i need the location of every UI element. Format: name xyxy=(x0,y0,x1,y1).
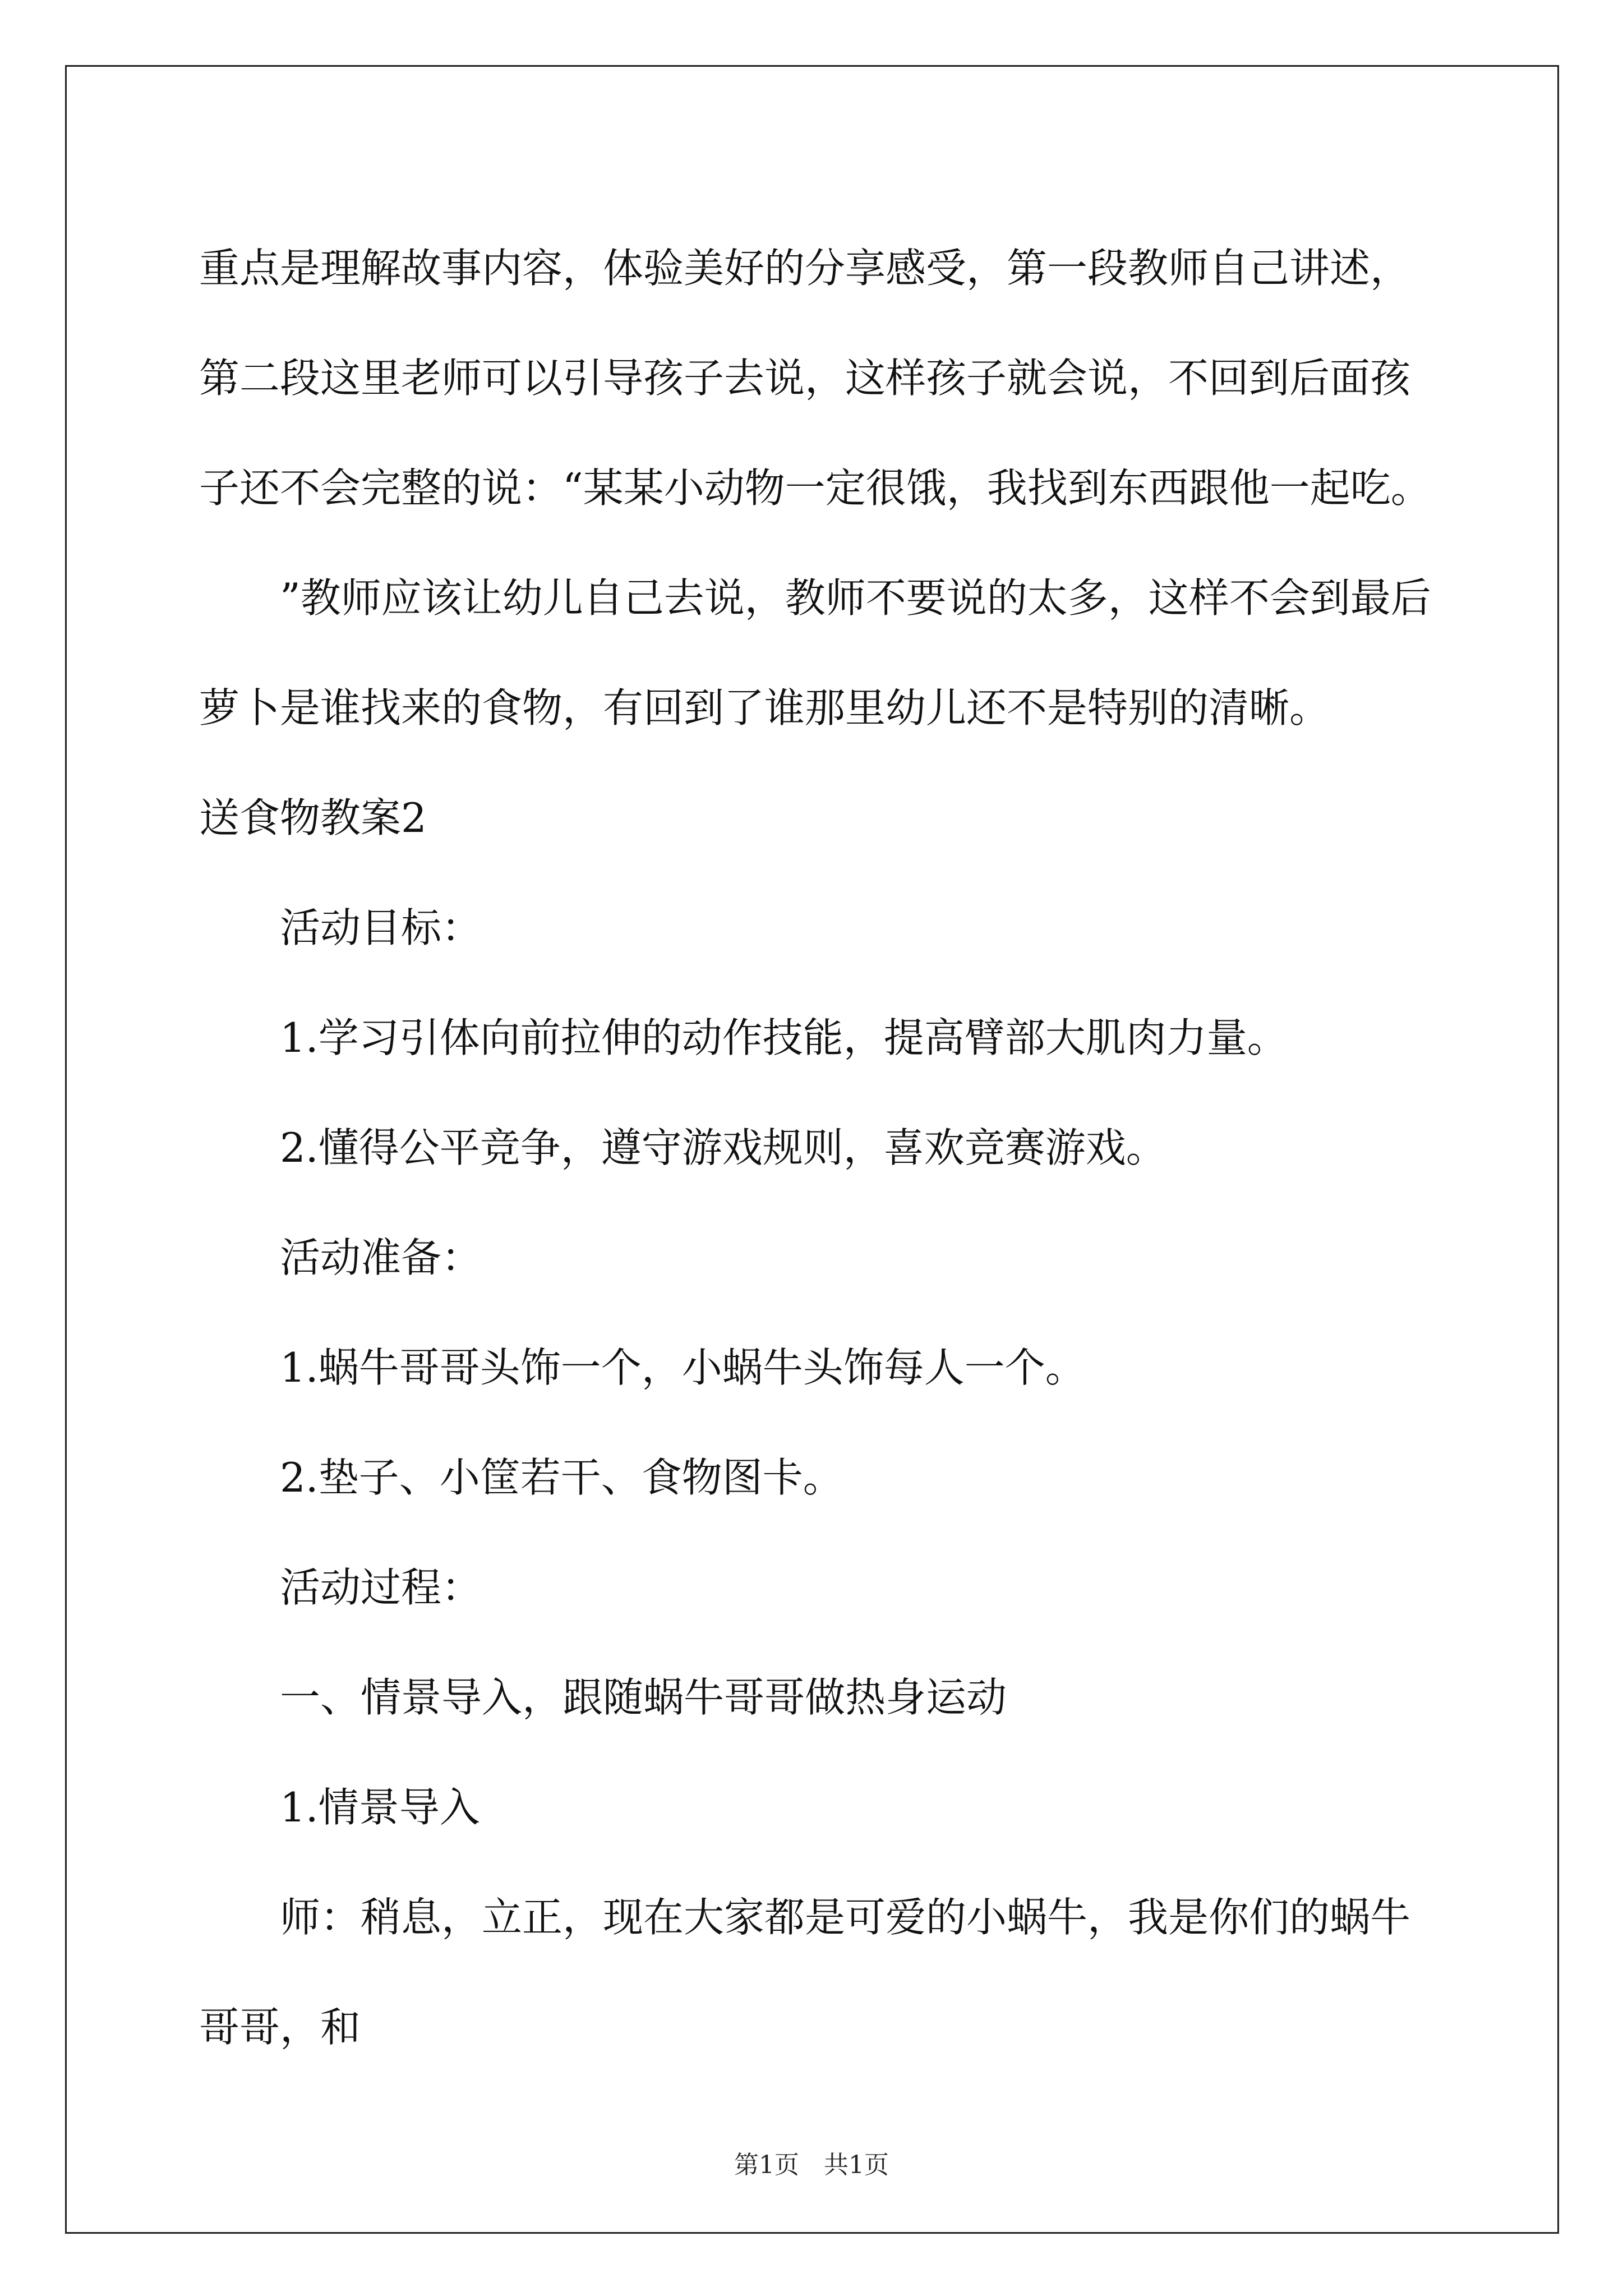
paragraph-process-step-1: 一、情景导入，跟随蜗牛哥哥做热身运动 xyxy=(280,1674,1007,1721)
paragraph-goal-1: 1.学习引体向前拉伸的动作技能，提高臂部大肌肉力量。 xyxy=(280,1014,1288,1061)
section-heading: 送食物教案2 xyxy=(199,794,427,841)
paragraph-preparation-heading: 活动准备： xyxy=(280,1234,482,1281)
paragraph-preparation-2: 2.垫子、小筐若干、食物图卡。 xyxy=(280,1454,843,1501)
paragraph-1: 重点是理解故事内容，体验美好的分享感受，第一段教师自己讲述，第二段这里老师可以引导孩子去说，这样孩子就会说，不回到后面孩子还不会完整的说：“某某小动物一定很饿，我找到东西跟他一起吃。 xyxy=(199,245,1431,512)
paragraph-preparation-1: 1.蜗牛哥哥头饰一个，小蜗牛头饰每人一个。 xyxy=(280,1344,1086,1391)
paragraph-goal-2: 2.懂得公平竞争，遵守游戏规则，喜欢竞赛游戏。 xyxy=(280,1124,1166,1171)
paragraph-2: ”教师应该让幼儿自己去说，教师不要说的太多，这样不会到最后萝卜是谁找来的食物，有回到了谁那里幼儿还不是特别的清晰。 xyxy=(199,574,1431,731)
page-footer: 第1页 共1页 xyxy=(734,2151,889,2179)
paragraph-scene-intro: 1.情景导入 xyxy=(280,1784,480,1831)
paragraph-activity-goals-heading: 活动目标： xyxy=(280,904,482,951)
document-body xyxy=(199,213,1444,2082)
paragraph-teacher-speech: 师：稍息，立正，现在大家都是可爱的小蜗牛，我是你们的蜗牛哥哥，和 xyxy=(199,1894,1411,2051)
paragraph-process-heading: 活动过程： xyxy=(280,1564,482,1611)
